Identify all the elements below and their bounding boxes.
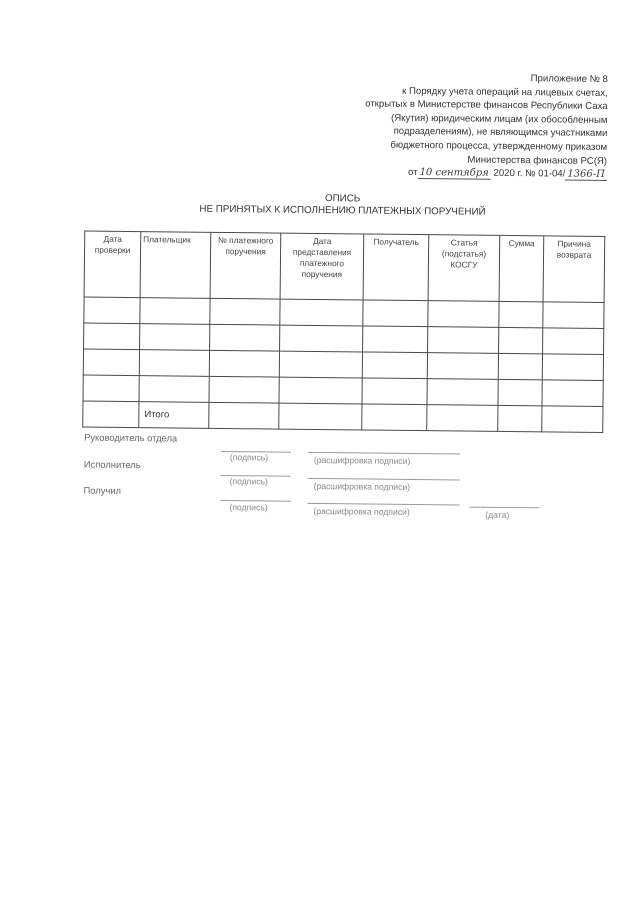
table-cell xyxy=(209,376,279,403)
table-cell xyxy=(543,328,604,355)
table-cell xyxy=(427,405,498,432)
table-cell xyxy=(280,325,363,352)
received-date-line xyxy=(469,507,539,509)
title-line-2: НЕ ПРИНЯТЫХ К ИСПОЛНЕНИЮ ПЛАТЕЖНЫХ ПОРУЧЕНИЙ xyxy=(199,203,486,218)
payment-orders-table xyxy=(82,231,605,433)
table-cell xyxy=(542,406,603,433)
head-signature-caption: (подпись) xyxy=(229,452,269,463)
column-header-return-reason: Причина возврата xyxy=(543,236,605,303)
column-header-order-number: № платежного поручения xyxy=(210,232,281,299)
table-cell xyxy=(279,403,362,430)
title-line-1: ОПИСЬ xyxy=(324,193,361,205)
column-header-check-date: Дата проверки xyxy=(84,231,141,298)
table-cell xyxy=(279,351,362,378)
table-cell xyxy=(210,298,280,325)
column-header-submission-date: Дата представления платежного поручения xyxy=(280,233,364,300)
table-cell xyxy=(362,352,427,379)
header-line-7: Министерства финансов РС(Я) xyxy=(467,154,608,167)
executor-signature-caption: (подпись) xyxy=(229,476,268,487)
table-cell xyxy=(84,297,140,324)
column-header-payer: Плательщик xyxy=(140,232,211,299)
table-cell xyxy=(140,298,210,325)
header-line-1: Приложение № 8 xyxy=(530,73,608,85)
order-middle: 2020 г. № 01-04/ xyxy=(493,167,566,180)
table-cell xyxy=(363,300,428,327)
column-header-recipient: Получатель xyxy=(363,234,429,301)
received-decoding-line xyxy=(307,503,459,506)
column-header-amount: Сумма xyxy=(499,235,544,301)
table-cell xyxy=(542,380,603,407)
table-cell xyxy=(427,379,498,406)
total-label: Итого xyxy=(139,402,209,429)
table-cell xyxy=(542,354,603,381)
appendix-header xyxy=(307,70,608,182)
table-cell xyxy=(363,326,428,353)
header-line-4: (Якутия) юридическим лицам (их обособленным xyxy=(391,112,608,126)
executor-label: Исполнитель xyxy=(83,458,141,471)
table-cell xyxy=(83,401,139,428)
table-cell xyxy=(362,378,427,405)
table-cell xyxy=(209,350,279,377)
table-cell xyxy=(498,405,542,431)
head-decoding-line xyxy=(308,452,460,455)
executor-decoding-line xyxy=(308,478,460,481)
table-cell xyxy=(428,327,499,354)
header-line-2: к Порядку учета операций на лицевых счетах, xyxy=(402,85,608,99)
table-header-row xyxy=(84,231,605,302)
table-cell xyxy=(279,377,362,404)
table-cell xyxy=(210,324,280,351)
head-of-department-label: Руководитель отдела xyxy=(84,431,178,444)
table-cell xyxy=(498,379,542,405)
table-cell xyxy=(209,402,279,429)
table-cell xyxy=(84,323,140,350)
table-cell xyxy=(83,349,139,376)
table-cell xyxy=(139,350,209,377)
table-total-row xyxy=(83,401,603,432)
received-date-caption: (дата) xyxy=(485,509,510,520)
received-signature-caption: (подпись) xyxy=(229,502,268,513)
table-cell xyxy=(83,375,139,402)
document-title xyxy=(162,191,522,219)
table-cell xyxy=(499,327,543,353)
table-cell xyxy=(280,299,363,326)
order-reference-line xyxy=(307,165,607,182)
header-line-5: подразделениям), не являющимся участниками xyxy=(393,126,608,140)
order-number-handwritten: 1366-П xyxy=(565,169,607,181)
received-by-label: Получил xyxy=(83,484,122,496)
executor-decoding-caption: (расшифровка подписи) xyxy=(313,480,411,492)
order-date-handwritten: 10 сентября xyxy=(418,167,491,180)
table-cell xyxy=(498,353,542,379)
header-line-6: бюджетного процесса, утвержденному приказом xyxy=(390,139,608,153)
table-cell xyxy=(428,301,499,328)
table-cell xyxy=(362,404,427,431)
order-prefix: от xyxy=(408,167,418,179)
header-line-3: открытых в Министерстве финансов Республики Саха xyxy=(365,98,608,113)
table-cell xyxy=(543,302,604,329)
head-decoding-caption: (расшифровка подписи) xyxy=(313,454,411,466)
received-decoding-caption: (расшифровка подписи) xyxy=(313,505,410,517)
column-header-kosgu: Статья (подстатья) КОСГУ xyxy=(428,235,500,302)
table-cell xyxy=(140,324,210,351)
table-cell xyxy=(139,376,209,403)
table-cell xyxy=(427,353,498,380)
table-cell xyxy=(499,301,543,327)
